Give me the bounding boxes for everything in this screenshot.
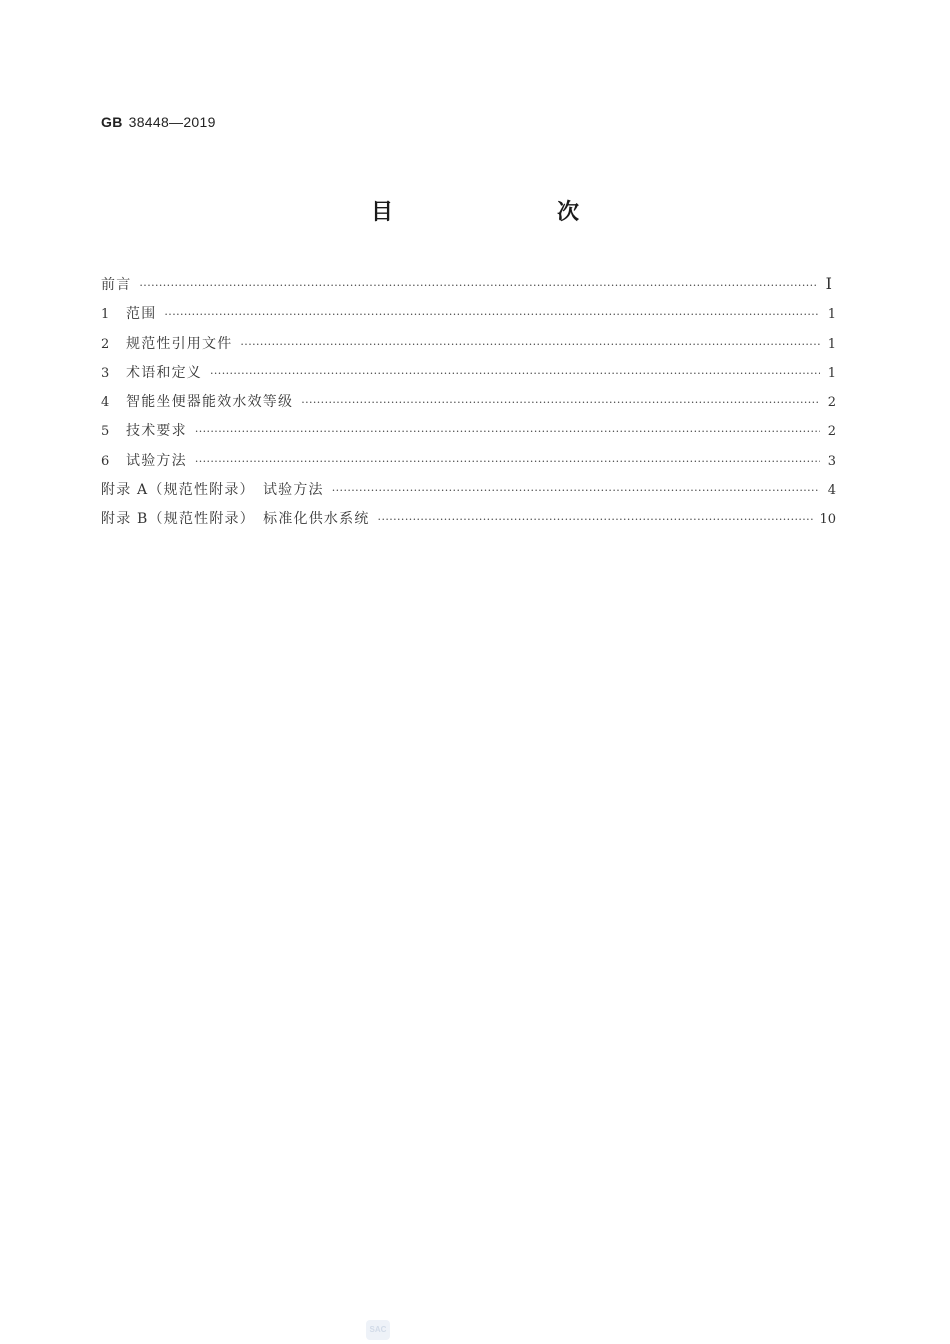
toc-entry-page: I xyxy=(825,274,832,293)
standard-code xyxy=(101,114,216,130)
toc-leader-dots xyxy=(195,455,820,468)
toc-entry-page: 1 xyxy=(827,336,836,352)
toc-entry-2[interactable] xyxy=(101,333,836,362)
toc-entry-foreword[interactable] xyxy=(101,274,836,303)
toc-entry-page: 1 xyxy=(827,365,836,381)
toc-entry-appendix-a[interactable] xyxy=(101,479,836,508)
toc-heading: 目 次 xyxy=(370,200,619,225)
toc-leader-dots xyxy=(332,484,820,497)
toc-leader-dots xyxy=(164,308,820,321)
table-of-contents xyxy=(101,274,836,538)
toc-entry-4[interactable] xyxy=(101,391,836,420)
toc-leader-dots xyxy=(195,425,820,438)
toc-leader-dots xyxy=(210,367,820,380)
toc-entry-5[interactable] xyxy=(101,420,836,449)
standard-number: 38448—2019 xyxy=(128,114,216,130)
toc-entry-appendix-b[interactable] xyxy=(101,508,836,537)
toc-entry-number: 3 xyxy=(101,365,110,381)
toc-entry-page: 1 xyxy=(827,307,836,323)
sac-watermark-logo: SAC xyxy=(366,1320,390,1340)
toc-entry-number: 1 xyxy=(101,307,110,323)
toc-leader-dots xyxy=(139,279,816,292)
toc-entry-3[interactable] xyxy=(101,362,836,391)
toc-entry-number: 6 xyxy=(101,453,110,469)
toc-entry-page: 2 xyxy=(827,424,836,440)
toc-entry-number: 2 xyxy=(101,336,110,352)
toc-leader-dots xyxy=(378,513,814,526)
toc-entry-title: 前言 xyxy=(101,277,132,293)
toc-entry-title: 智能坐便器能效水效等级 xyxy=(126,394,294,411)
toc-entry-6[interactable] xyxy=(101,450,836,479)
toc-entry-title: 范围 xyxy=(126,306,157,323)
toc-entry-page: 2 xyxy=(827,395,836,411)
toc-entry-title: 规范性引用文件 xyxy=(126,335,233,352)
toc-entry-page: 4 xyxy=(827,483,836,499)
standard-prefix: GB xyxy=(101,114,123,130)
toc-entry-page: 3 xyxy=(827,453,836,469)
toc-entry-number: 4 xyxy=(101,395,110,411)
toc-entry-page: 10 xyxy=(819,512,836,528)
toc-entry-1[interactable] xyxy=(101,303,836,332)
toc-entry-title: 术语和定义 xyxy=(126,364,202,381)
toc-entry-title: 技术要求 xyxy=(126,423,187,440)
toc-leader-dots xyxy=(301,396,820,409)
toc-entry-title: 附录 B（规范性附录） 标准化供水系统 xyxy=(101,511,370,528)
toc-leader-dots xyxy=(240,338,820,351)
toc-entry-title: 附录 A（规范性附录） 试验方法 xyxy=(101,482,324,499)
toc-entry-title: 试验方法 xyxy=(126,452,187,469)
toc-entry-number: 5 xyxy=(101,424,110,440)
